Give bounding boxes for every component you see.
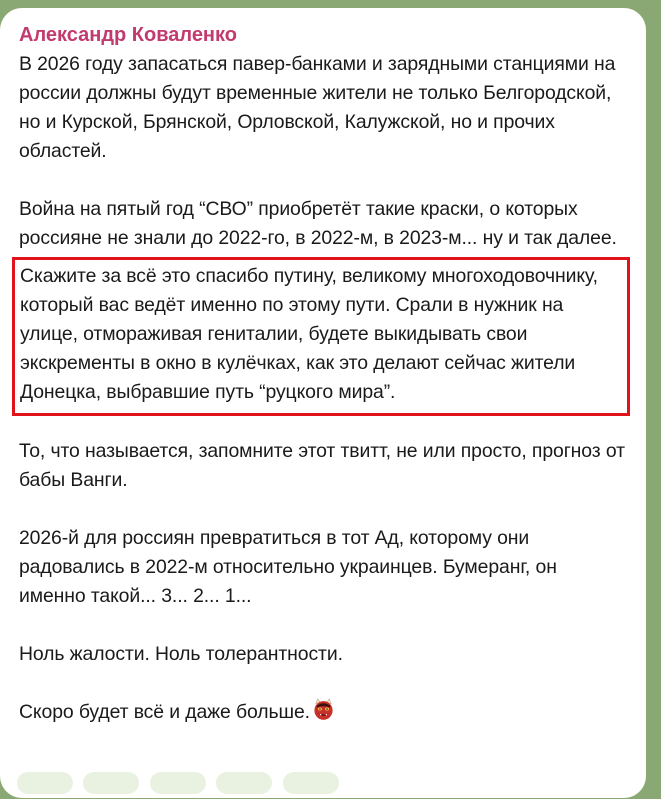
ogre-devil-face-icon [312,698,335,721]
author-name[interactable]: Александр Коваленко [19,24,237,46]
message-paragraph-6: Ноль жалости. Ноль толерантности. [19,643,343,665]
message-paragraph-5: 2026-й для россиян превратиться в тот Ад, которому они радовались в 2022-м относительно украинцев. Бумеранг, он именно такой... 3... 2... 1... [19,527,557,607]
message-paragraph-1: В 2026 году запасаться павер-банками и зарядными станциями на россии должны будут временные жители не только Белгородской, но и Курской, Брянской, Орловской, Калужской, но и прочих областей. [19,53,616,162]
paragraph-gap [19,611,626,640]
message-paragraph-7-text: Скоро будет всё и даже больше. [19,701,310,723]
message-paragraph-4: То, что называется, запомните этот твитт, не или просто, прогноз от бабы Ванги. [19,440,625,491]
reaction-chip[interactable] [150,772,206,794]
message-paragraph-3: Скажите за всё это спасибо путину, великому многоходовочнику, который вас ведёт именно по этому пути. Срали в нужник на улице, отмораживая гениталии, будете выкидывать свои экскременты в окно в кулёчках, как это делают сейчас жители Донецка, выбравшие путь “руцкого мира”. [20,265,598,403]
reaction-chip[interactable] [83,772,139,794]
paragraph-gap [19,416,626,437]
reaction-chip[interactable] [17,772,73,794]
message-paragraph-2: Война на пятый год “СВО” приобретёт такие краски, о которых россияне не знали до 2022-го, в 2022-м, в 2023-м... ну и так далее. [19,198,617,249]
paragraph-gap [19,166,626,195]
paragraph-gap [19,669,626,698]
reaction-chip[interactable] [283,772,339,794]
message-paragraph-7 [19,698,626,727]
highlighted-paragraph-box [12,257,630,416]
reactions-row [17,772,617,792]
message-bubble [0,8,646,798]
reaction-chip[interactable] [216,772,272,794]
paragraph-gap [19,495,626,524]
